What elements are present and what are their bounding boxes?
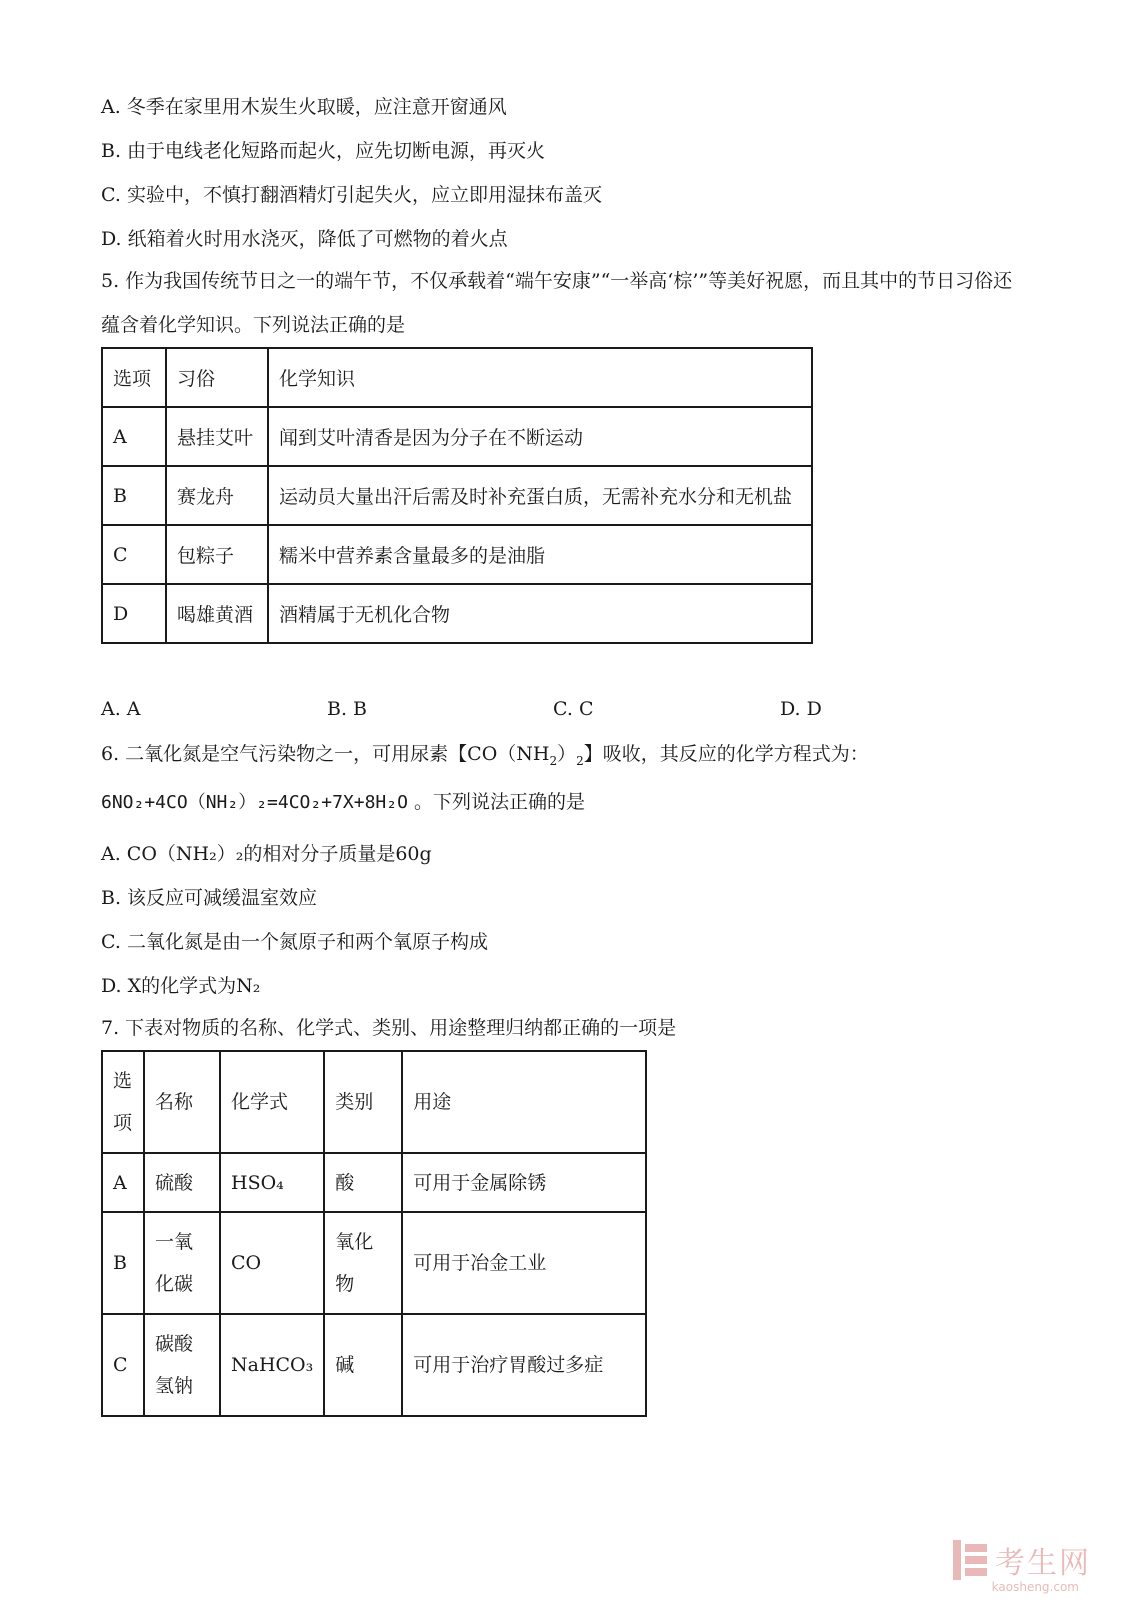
table-header-cell: 习俗 — [166, 348, 268, 407]
table-header-cell: 用途 — [402, 1051, 646, 1153]
table-header-row — [102, 1051, 646, 1153]
table-cell: 喝雄黄酒 — [166, 584, 268, 643]
table-cell: 氧化物 — [324, 1212, 402, 1314]
q5-answer-choices — [101, 698, 1021, 722]
q5-stem: 5. 作为我国传统节日之一的端午节，不仅承载着“端午安康”“一举高‘棕’”等美好祝愿，而且其中的节日习俗还蕴含着化学知识。下列说法正确的是 — [101, 270, 1013, 336]
watermark-url: kaosheng.com — [991, 1580, 1079, 1594]
q5-answer-c: C. C — [553, 698, 594, 720]
table-cell: NaHCO₃ — [220, 1314, 324, 1416]
q6-equation-suffix: 。下列说法正确的是 — [413, 791, 585, 813]
table-row — [102, 1314, 646, 1416]
table-cell: 包粽子 — [166, 525, 268, 584]
table-cell: 可用于治疗胃酸过多症 — [402, 1314, 646, 1416]
table-cell: 可用于金属除锈 — [402, 1153, 646, 1212]
watermark-logo-icon — [953, 1540, 989, 1580]
table-cell: C — [102, 525, 166, 584]
q4-option-c: C. 实验中，不慎打翻酒精灯引起失火，应立即用湿抹布盖灭 — [101, 184, 602, 206]
q6-option-c: C. 二氧化氮是由一个氮原子和两个氧原子构成 — [101, 931, 488, 953]
q4-option-a: A. 冬季在家里用木炭生火取暖，应注意开窗通风 — [101, 96, 507, 118]
table-cell: 一氧化碳 — [144, 1212, 220, 1314]
table-header-cell: 选项 — [102, 1051, 144, 1153]
q7-stem: 7. 下表对物质的名称、化学式、类别、用途整理归纳都正确的一项是 — [101, 1017, 677, 1039]
table-cell: 糯米中营养素含量最多的是油脂 — [268, 525, 812, 584]
table-cell: 可用于冶金工业 — [402, 1212, 646, 1314]
table-cell: 碱 — [324, 1314, 402, 1416]
q6-option-a: A. CO（NH₂）₂的相对分子质量是60g — [101, 843, 432, 865]
table-row — [102, 1153, 646, 1212]
table-cell: A — [102, 1153, 144, 1212]
q5-table — [101, 347, 813, 644]
table-cell: CO — [220, 1212, 324, 1314]
table-cell: 闻到艾叶清香是因为分子在不断运动 — [268, 407, 812, 466]
table-cell: 悬挂艾叶 — [166, 407, 268, 466]
table-row — [102, 1212, 646, 1314]
q4-option-d: D. 纸箱着火时用水浇灭，降低了可燃物的着火点 — [101, 228, 508, 250]
table-cell: C — [102, 1314, 144, 1416]
watermark-text: 考生网 — [995, 1546, 1091, 1581]
q6-stem-part: ） — [557, 743, 577, 765]
q6-equation-line — [101, 790, 585, 815]
q4-option-b: B. 由于电线老化短路而起火，应先切断电源，再灭火 — [101, 140, 546, 162]
q7-table — [101, 1050, 647, 1417]
table-row — [102, 407, 812, 466]
q6-option-d: D. X的化学式为N₂ — [101, 975, 261, 997]
q6-stem-subscript: 2 — [549, 753, 558, 768]
table-header-cell: 类别 — [324, 1051, 402, 1153]
table-cell: B — [102, 1212, 144, 1314]
watermark — [953, 1538, 1091, 1582]
table-cell: B — [102, 466, 166, 525]
table-cell: A — [102, 407, 166, 466]
table-row — [102, 525, 812, 584]
q6-stem-part: 6. 二氧化氮是空气污染物之一，可用尿素【CO（NH — [101, 743, 550, 765]
table-header-cell: 化学知识 — [268, 348, 812, 407]
q6-option-b: B. 该反应可减缓温室效应 — [101, 887, 318, 909]
table-header-cell: 化学式 — [220, 1051, 324, 1153]
table-row — [102, 466, 812, 525]
q5-answer-d: D. D — [780, 698, 822, 720]
table-cell: HSO₄ — [220, 1153, 324, 1212]
table-cell: 酒精属于无机化合物 — [268, 584, 812, 643]
table-header-cell: 选项 — [102, 348, 166, 407]
table-header-row — [102, 348, 812, 407]
q6-stem — [101, 742, 869, 773]
table-cell: D — [102, 584, 166, 643]
table-cell: 运动员大量出汗后需及时补充蛋白质，无需补充水分和无机盐 — [268, 466, 812, 525]
q6-stem-subscript: 2 — [576, 753, 584, 768]
table-cell: 赛龙舟 — [166, 466, 268, 525]
table-cell: 碳酸氢钠 — [144, 1314, 220, 1416]
q6-stem-part: 】吸收，其反应的化学方程式为： — [583, 743, 869, 765]
q5-answer-b: B. B — [327, 698, 368, 720]
table-row — [102, 584, 812, 643]
chemical-equation: 6NO₂+4CO（NH₂）₂=4CO₂+7X+8H₂O — [101, 792, 408, 813]
table-cell: 硫酸 — [144, 1153, 220, 1212]
table-cell: 酸 — [324, 1153, 402, 1212]
table-header-cell: 名称 — [144, 1051, 220, 1153]
q5-answer-a: A. A — [101, 698, 141, 720]
